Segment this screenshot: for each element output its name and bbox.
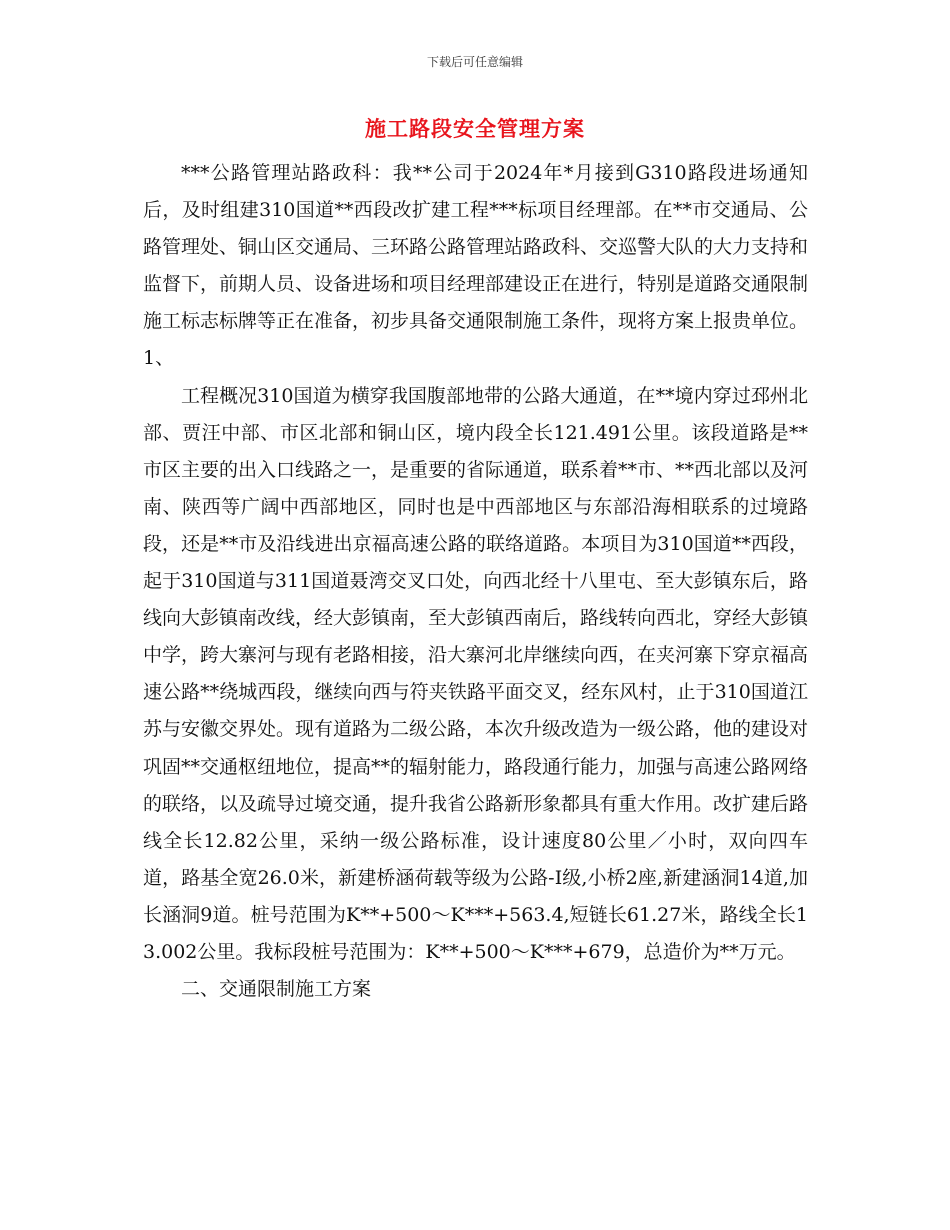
section-heading: 二、交通限制施工方案	[181, 978, 372, 1001]
paragraph-project-overview: 工程概况310国道为横穿我国腹部地带的公路大通道，在**境内穿过邳州北部、贾汪中部、市区北部和铜山区，境内段全长121.491公里。该段道路是**市区主要的出入口线路之一，是重要的省际通道，联系着**市、**西北部以及河南、陕西等广阔中西部地区，同时也是中西部地区与东部沿海相联系的过境路段，还是**市及沿线进出京福高速公路的联络道路。本项目为310国道**西段，起于310国道与311国道聂湾交叉口处，向西北经十八里屯、至大彭镇东后，路线向大彭镇南改线，经大彭镇南，至大彭镇西南后，路线转向西北，穿经大彭镇中学，跨大寨河与现有老路相接，沿大寨河北岸继续向西，在夹河寨下穿京福高速公路**绕城西段，继续向西与符夹铁路平面交叉，经东风村，止于310国道江苏与安徽交界处。现有道路为二级公路，本次升级改造为一级公路，他的建设对巩固**交通枢纽地位，提高**的辐射能力，路段通行能力，加强与高速公路网络的联络，以及疏导过境交通，提升我省公路新形象都具有重大作用。改扩建后路线全长12.82公里，采纳一级公路标准，设计速度80公里／小时，双向四车道，路基全宽26.0米，新建桥涵荷载等级为公路-Ⅰ级,小桥2座,新建涵洞14道,加长涵洞9道。桩号范围为K**+500～K***+563.4,短链长61.27米，路线全长13.002公里。我标段桩号范围为：K**+500～K***+679，总造价为**万元。	[143, 384, 809, 963]
document-title: 施工路段安全管理方案	[365, 116, 585, 141]
paragraph-intro: ***公路管理站路政科：我**公司于2024年*月接到G310路段进场通知后，及时组建310国道**西段改扩建工程***标项目经理部。在**市交通局、公路管理处、铜山区交通局、三环路公路管理站路政科、交巡警大队的大力支持和监督下，前期人员、设备进场和项目经理部建设正在进行，特别是道路交通限制施工标志标牌等正在准备，初步具备交通限制施工条件，现将方案上报贵单位。1、	[143, 162, 809, 370]
document-body	[143, 155, 808, 1008]
page-header-note: 下载后可任意编辑	[426, 55, 523, 69]
